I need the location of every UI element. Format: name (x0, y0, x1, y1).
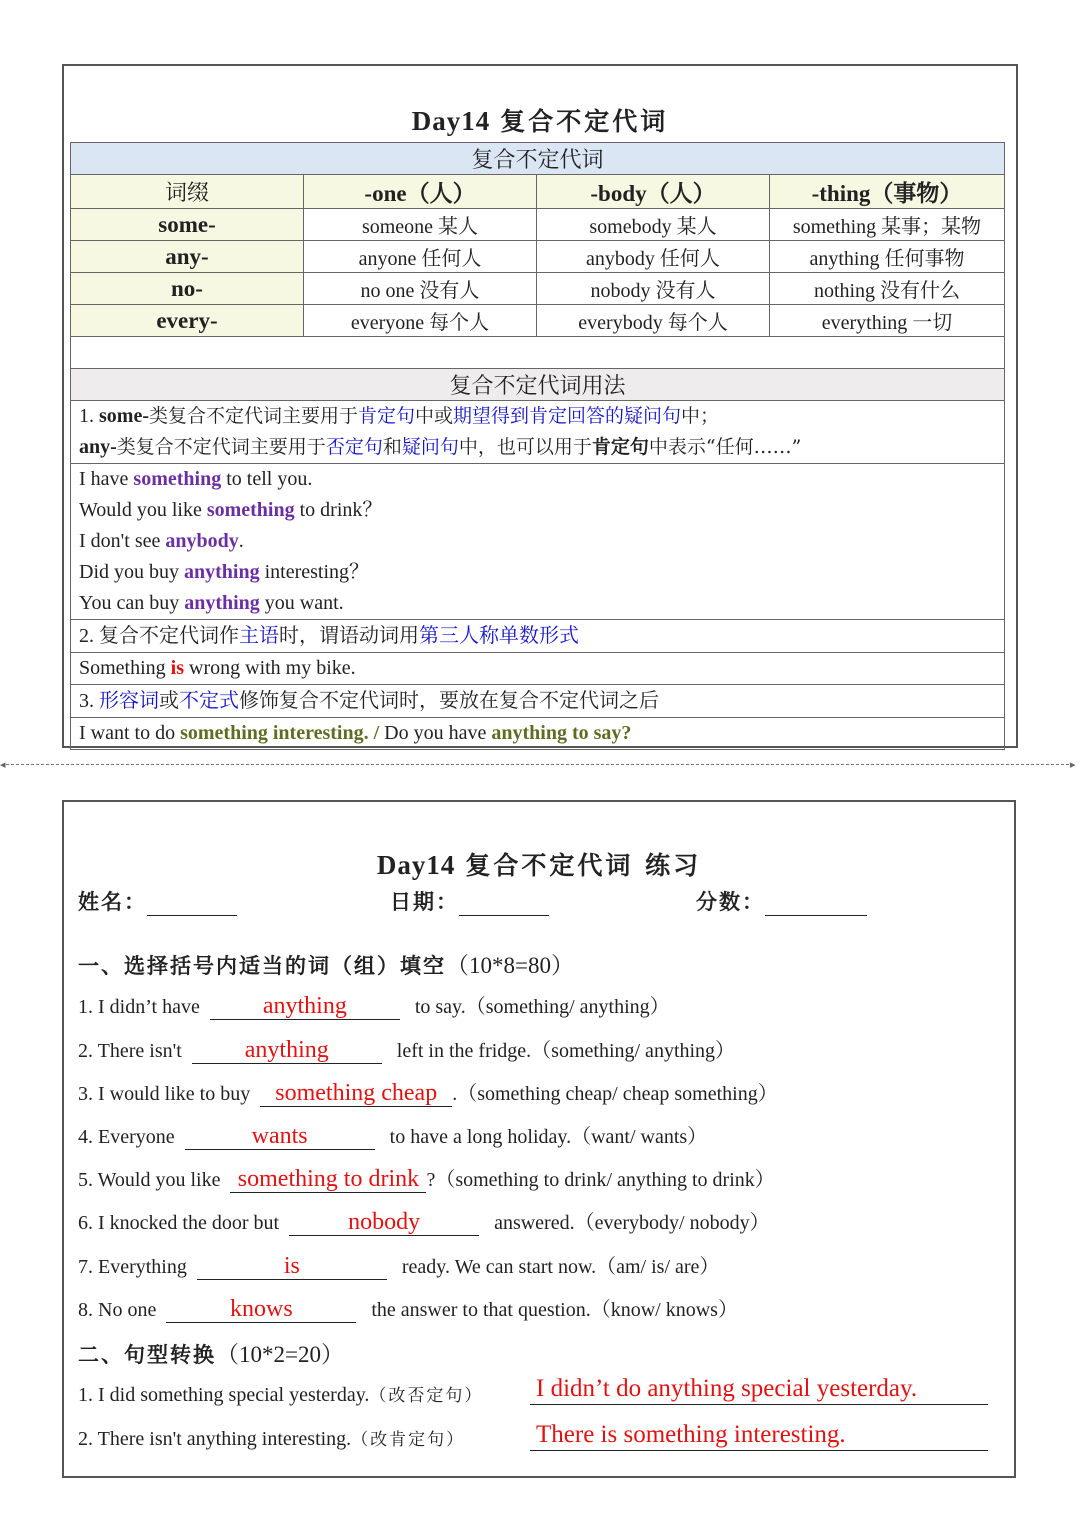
answer-blank[interactable]: anything (210, 993, 400, 1020)
cell-one: anyone 任何人 (304, 241, 537, 273)
question-4: 4. Everyone wants to have a long holiday.（want/ wants） (78, 1123, 708, 1149)
worksheet-card (62, 800, 1016, 1478)
cell-body: everybody 每个人 (537, 305, 770, 337)
separator-right-arrow-icon: ▸ (1070, 758, 1076, 771)
cell-one: no one 没有人 (304, 273, 537, 305)
example-sentence: I don't see anybody. (79, 530, 244, 552)
worksheet-title-en: Day14 (376, 850, 456, 880)
answer-blank[interactable]: nobody (289, 1209, 479, 1236)
transform-answer-2[interactable]: There is something interesting. (530, 1420, 988, 1451)
usage-rule-3: 3. 形容词或不定式修饰复合不定代词时，要放在复合不定代词之后 (71, 685, 1005, 718)
cell-thing: nothing 没有什么 (770, 273, 1005, 305)
cell-one: everyone 每个人 (304, 305, 537, 337)
usage-header: 复合不定代词用法 (71, 369, 1005, 401)
reference-title (64, 102, 1016, 138)
score-field[interactable]: 分数： (696, 886, 867, 916)
dashed-separator (6, 764, 1074, 765)
question-3: 3. I would like to buy something cheap .（something cheap/ cheap something） (78, 1080, 778, 1106)
example-sentence: Did you buy anything interesting？ (79, 561, 370, 583)
question-6: 6. I knocked the door but nobody answered.（everybody/ nobody） (78, 1209, 770, 1235)
date-field[interactable]: 日期： (390, 886, 549, 916)
cell-body: somebody 某人 (537, 209, 770, 241)
question-2: 2. There isn't anything left in the fridge.（something/ anything） (78, 1037, 736, 1063)
cell-one: someone 某人 (304, 209, 537, 241)
reference-table (70, 142, 1005, 750)
question-1: 1. I didn’t have anything to say.（something/ anything） (78, 993, 670, 1019)
answer-blank[interactable]: wants (185, 1123, 375, 1150)
table-row (71, 305, 1005, 337)
col-header-affix: 词缀 (71, 175, 304, 209)
reference-title-en: Day14 (411, 106, 491, 136)
usage-rule-2: 2. 复合不定代词作主语时，谓语动词用第三人称单数形式 (71, 620, 1005, 653)
table-row (71, 241, 1005, 273)
answer-blank[interactable]: something to drink (230, 1166, 426, 1193)
row-prefix: some- (71, 209, 304, 241)
name-field[interactable]: 姓名： (78, 886, 237, 916)
row-prefix: any- (71, 241, 304, 273)
usage-examples-1 (71, 464, 1005, 620)
answer-blank[interactable]: is (197, 1253, 387, 1280)
worksheet-title (64, 846, 1014, 882)
worksheet-title-cn: 复合不定代词 练习 (465, 851, 702, 880)
usage-rule-1: 1. some-类复合不定代词主要用于肯定句中或期望得到肯定回答的疑问句中； any-类复合不定代词主要用于否定句和疑问句中，也可以用于肯定句中表示“任何……” (71, 401, 1005, 464)
reference-title-cn: 复合不定代词 (500, 107, 669, 136)
col-header-one: -one（人） (304, 175, 537, 209)
reference-card (62, 64, 1018, 748)
transform-answer-1[interactable]: I didn’t do anything special yesterday. (530, 1374, 988, 1405)
cell-body: anybody 任何人 (537, 241, 770, 273)
table-spacer (71, 337, 1005, 369)
answer-blank[interactable]: knows (166, 1296, 356, 1323)
answer-blank[interactable]: anything (192, 1037, 382, 1064)
answer-blank[interactable]: something cheap (260, 1080, 452, 1107)
col-header-body: -body（人） (537, 175, 770, 209)
section-1-heading: 一、选择括号内适当的词（组）填空（10*8=80） (78, 953, 574, 978)
transform-2: 2. There isn't anything interesting.（改肯定句） (78, 1428, 466, 1450)
cell-body: nobody 没有人 (537, 273, 770, 305)
question-7: 7. Everything is ready. We can start now.（am/ is/ are） (78, 1253, 720, 1279)
separator-left-arrow-icon: ◂ (0, 758, 6, 771)
table-header: 复合不定代词 (71, 143, 1005, 175)
example-sentence: You can buy anything you want. (79, 592, 344, 614)
col-header-thing: -thing（事物） (770, 175, 1005, 209)
cell-thing: everything 一切 (770, 305, 1005, 337)
cell-thing: anything 任何事物 (770, 241, 1005, 273)
question-8: 8. No one knows the answer to that question.（know/ knows） (78, 1296, 738, 1322)
section-2-heading: 二、句型转换（10*2=20） (78, 1342, 344, 1367)
row-prefix: no- (71, 273, 304, 305)
table-row (71, 273, 1005, 305)
example-sentence: Would you like something to drink？ (79, 499, 383, 521)
usage-example-2: Something is wrong with my bike. (71, 653, 1005, 685)
example-sentence: I have something to tell you. (79, 468, 313, 490)
transform-1: 1. I did something special yesterday.（改否定句） (78, 1384, 484, 1406)
table-row (71, 209, 1005, 241)
question-5: 5. Would you like something to drink ?（something to drink/ anything to drink） (78, 1166, 775, 1192)
cell-thing: something 某事；某物 (770, 209, 1005, 241)
usage-example-3: I want to do something interesting. / Do you have anything to say? (71, 718, 1005, 750)
row-prefix: every- (71, 305, 304, 337)
